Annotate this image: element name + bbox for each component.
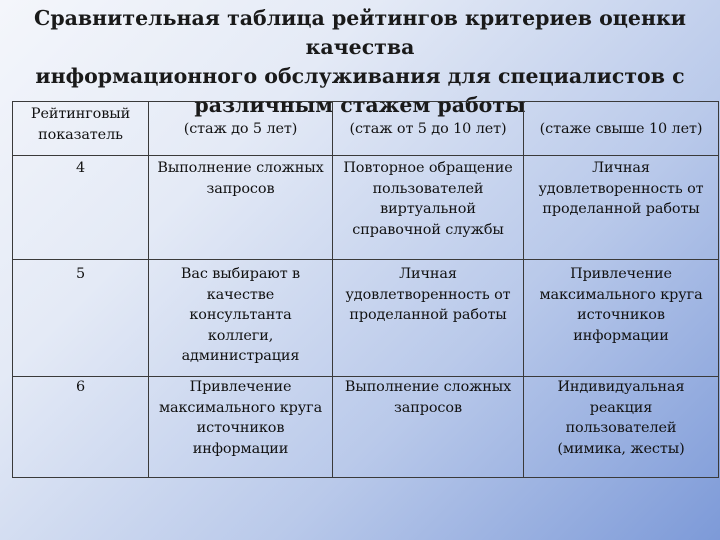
table-cell (524, 156, 719, 260)
cell-line: Личная (399, 266, 457, 282)
rank-cell: 5 (13, 260, 149, 377)
cell-line: проделанной работы (542, 201, 700, 217)
rank-cell: 6 (13, 377, 149, 478)
header-experience-over-10: (стаже свыше 10 лет) (524, 102, 719, 156)
cell-line: максимального круга (158, 399, 323, 416)
cell-line: удовлетворенность от (345, 286, 511, 303)
table-cell (149, 377, 333, 478)
header-experience-5-to-10: (стаж от 5 до 10 лет) (333, 102, 524, 156)
header-rating-line-1: Рейтинговый (30, 106, 131, 122)
cell-line: пользователей (565, 420, 677, 436)
header-experience-under-5: (стаж до 5 лет) (149, 102, 333, 156)
cell-line: Вас выбирают в (180, 266, 301, 282)
title-line-1: Сравнительная таблица рейтингов критериев оценки качества (34, 6, 686, 59)
header-rating (13, 102, 149, 156)
table-cell (149, 156, 333, 260)
table-row (13, 156, 719, 260)
cell-line: проделанной работы (349, 307, 507, 323)
cell-line: качестве (206, 286, 275, 303)
table-cell (149, 260, 333, 377)
cell-line: источников (577, 307, 665, 323)
table-cell (524, 377, 719, 478)
table-header-row (13, 102, 719, 156)
table-cell (333, 260, 524, 377)
cell-line: информации (573, 327, 669, 344)
cell-line: Привлечение (570, 266, 672, 282)
cell-line: Выполнение сложных (344, 379, 512, 395)
cell-line: (мимика, жесты) (557, 440, 685, 457)
cell-line: Личная (592, 160, 650, 176)
cell-line: Повторное обращение (343, 160, 513, 176)
cell-line: администрация (181, 348, 300, 364)
cell-line: источников (196, 420, 285, 436)
cell-line: Индивидуальная (557, 379, 685, 395)
table-cell (333, 377, 524, 478)
cell-line: консультанта (189, 307, 292, 323)
cell-line: максимального круга (539, 286, 703, 303)
table-cell (524, 260, 719, 377)
comparison-table (12, 101, 719, 478)
title-line-2: информационного обслуживания для специалистов с (35, 64, 685, 88)
title-line-3: различным стажем работы (194, 93, 526, 117)
cell-line: запросов (206, 180, 275, 197)
table-row (13, 260, 719, 377)
cell-line: коллеги, (207, 327, 274, 344)
table-cell (333, 156, 524, 260)
cell-line: Привлечение (189, 379, 292, 395)
cell-line: информации (192, 440, 289, 457)
table-row (13, 377, 719, 478)
cell-line: Выполнение сложных (157, 160, 324, 176)
cell-line: запросов (394, 399, 462, 416)
cell-line: удовлетворенность от (538, 180, 704, 197)
cell-line: справочной службы (352, 221, 504, 238)
rank-cell: 4 (13, 156, 149, 260)
cell-line: реакция (589, 399, 653, 416)
cell-line: виртуальной (380, 201, 476, 217)
header-rating-line-2: показатель (38, 126, 123, 143)
cell-line: пользователей (372, 180, 484, 197)
